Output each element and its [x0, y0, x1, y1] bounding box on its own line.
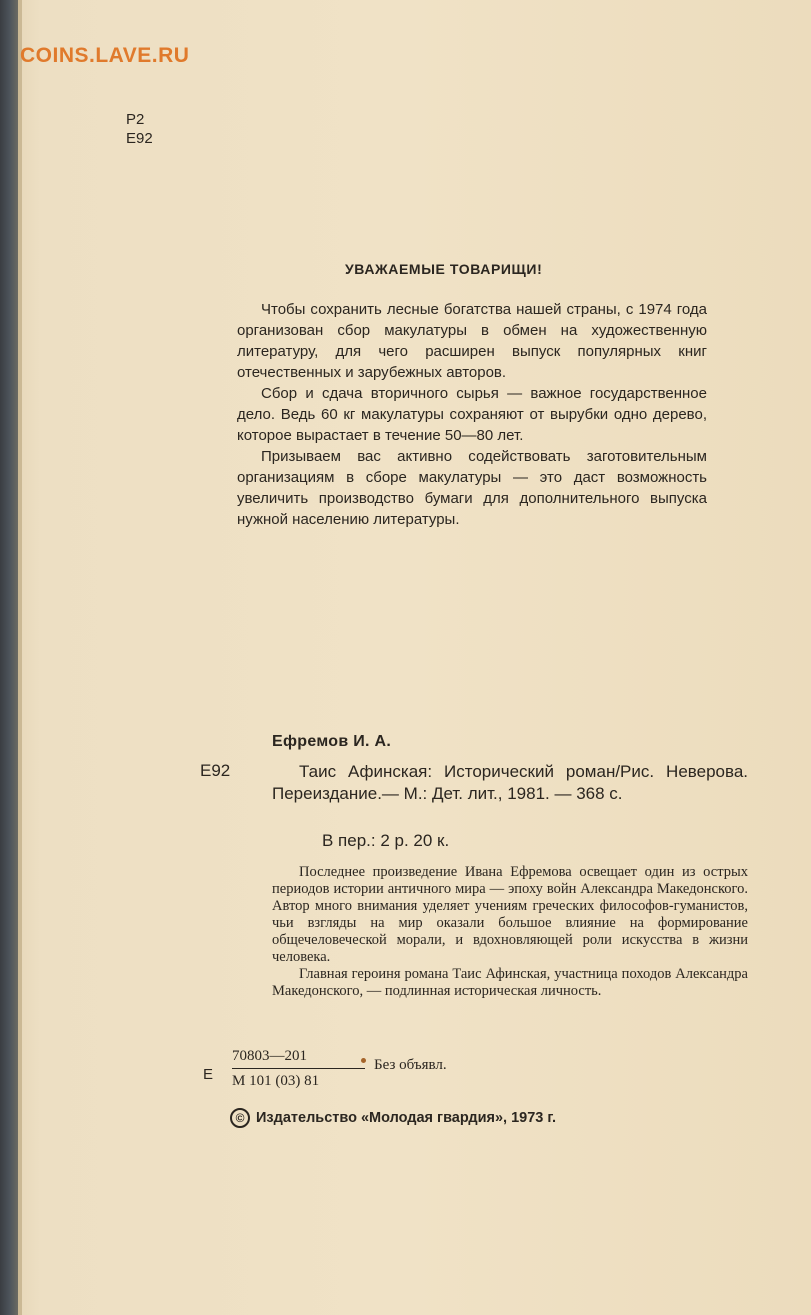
record-code: Е92: [200, 761, 231, 780]
annotation-paragraph: Последнее произведение Ивана Ефремова освещает один из острых периодов истории античного мира — эпоху войн Александра Македонского. Автор много внимания уделяет учениям греческих философов-гуманистов, чьи взгляды на мир оказали большое влияние на формирование общечеловеческой морали, и вдохновляющей роли искусства в жизни человека.: [272, 864, 748, 965]
index-letter: Е: [203, 1066, 214, 1083]
notice-title: УВАЖАЕМЫЕ ТОВАРИЩИ!: [345, 261, 543, 277]
ink-dot: [361, 1058, 366, 1063]
book-spine: [0, 0, 18, 1315]
index-denominator: М 101 (03) 81: [232, 1073, 320, 1089]
index-note: Без объявл.: [374, 1057, 447, 1073]
bibliographic-description: Таис Афинская: Исторический роман/Рис. Неверова. Переиздание.— М.: Дет. лит., 1981. — 368 с.: [272, 762, 748, 803]
watermark: COINS.LAVE.RU: [20, 44, 190, 67]
bbk-line-1: Р2: [126, 111, 145, 128]
notice-paragraph: Призываем вас активно содействовать заготовительным организациям в сборе макулатуры — это даст возможность увеличить производство бумаги для дополнительного выпуска нужной населению литературы.: [237, 448, 707, 528]
copyright-line: [230, 1108, 556, 1128]
annotation: [272, 864, 748, 1000]
page-edge: [18, 0, 22, 1315]
bbk-line-2: Е92: [126, 130, 153, 147]
annotation-paragraph: Главная героиня романа Таис Афинская, участница походов Александра Македонского, — подлинная историческая личность.: [272, 966, 748, 999]
copyright-icon: ©: [230, 1108, 250, 1128]
author-name: Ефремов И. А.: [272, 733, 392, 750]
index-fraction-line: [232, 1068, 365, 1069]
copyright-text: Издательство «Молодая гвардия», 1973 г.: [256, 1110, 556, 1126]
notice-paragraph: Чтобы сохранить лесные богатства нашей страны, с 1974 года организован сбор макулатуры в обмен на художественную литературу, для чего расширен выпуск популярных книг отечественных и зарубежных авторов.: [237, 301, 707, 381]
notice-text: [237, 299, 707, 530]
notice-paragraph: Сбор и сдача вторичного сырья — важное государственное дело. Ведь 60 кг макулатуры сохраняют от вырубки одно дерево, которое вырастает в течение 50—80 лет.: [237, 385, 707, 444]
index-numerator: 70803—201: [232, 1048, 307, 1064]
price: В пер.: 2 р. 20 к.: [322, 831, 450, 850]
classification-code: [126, 110, 153, 148]
